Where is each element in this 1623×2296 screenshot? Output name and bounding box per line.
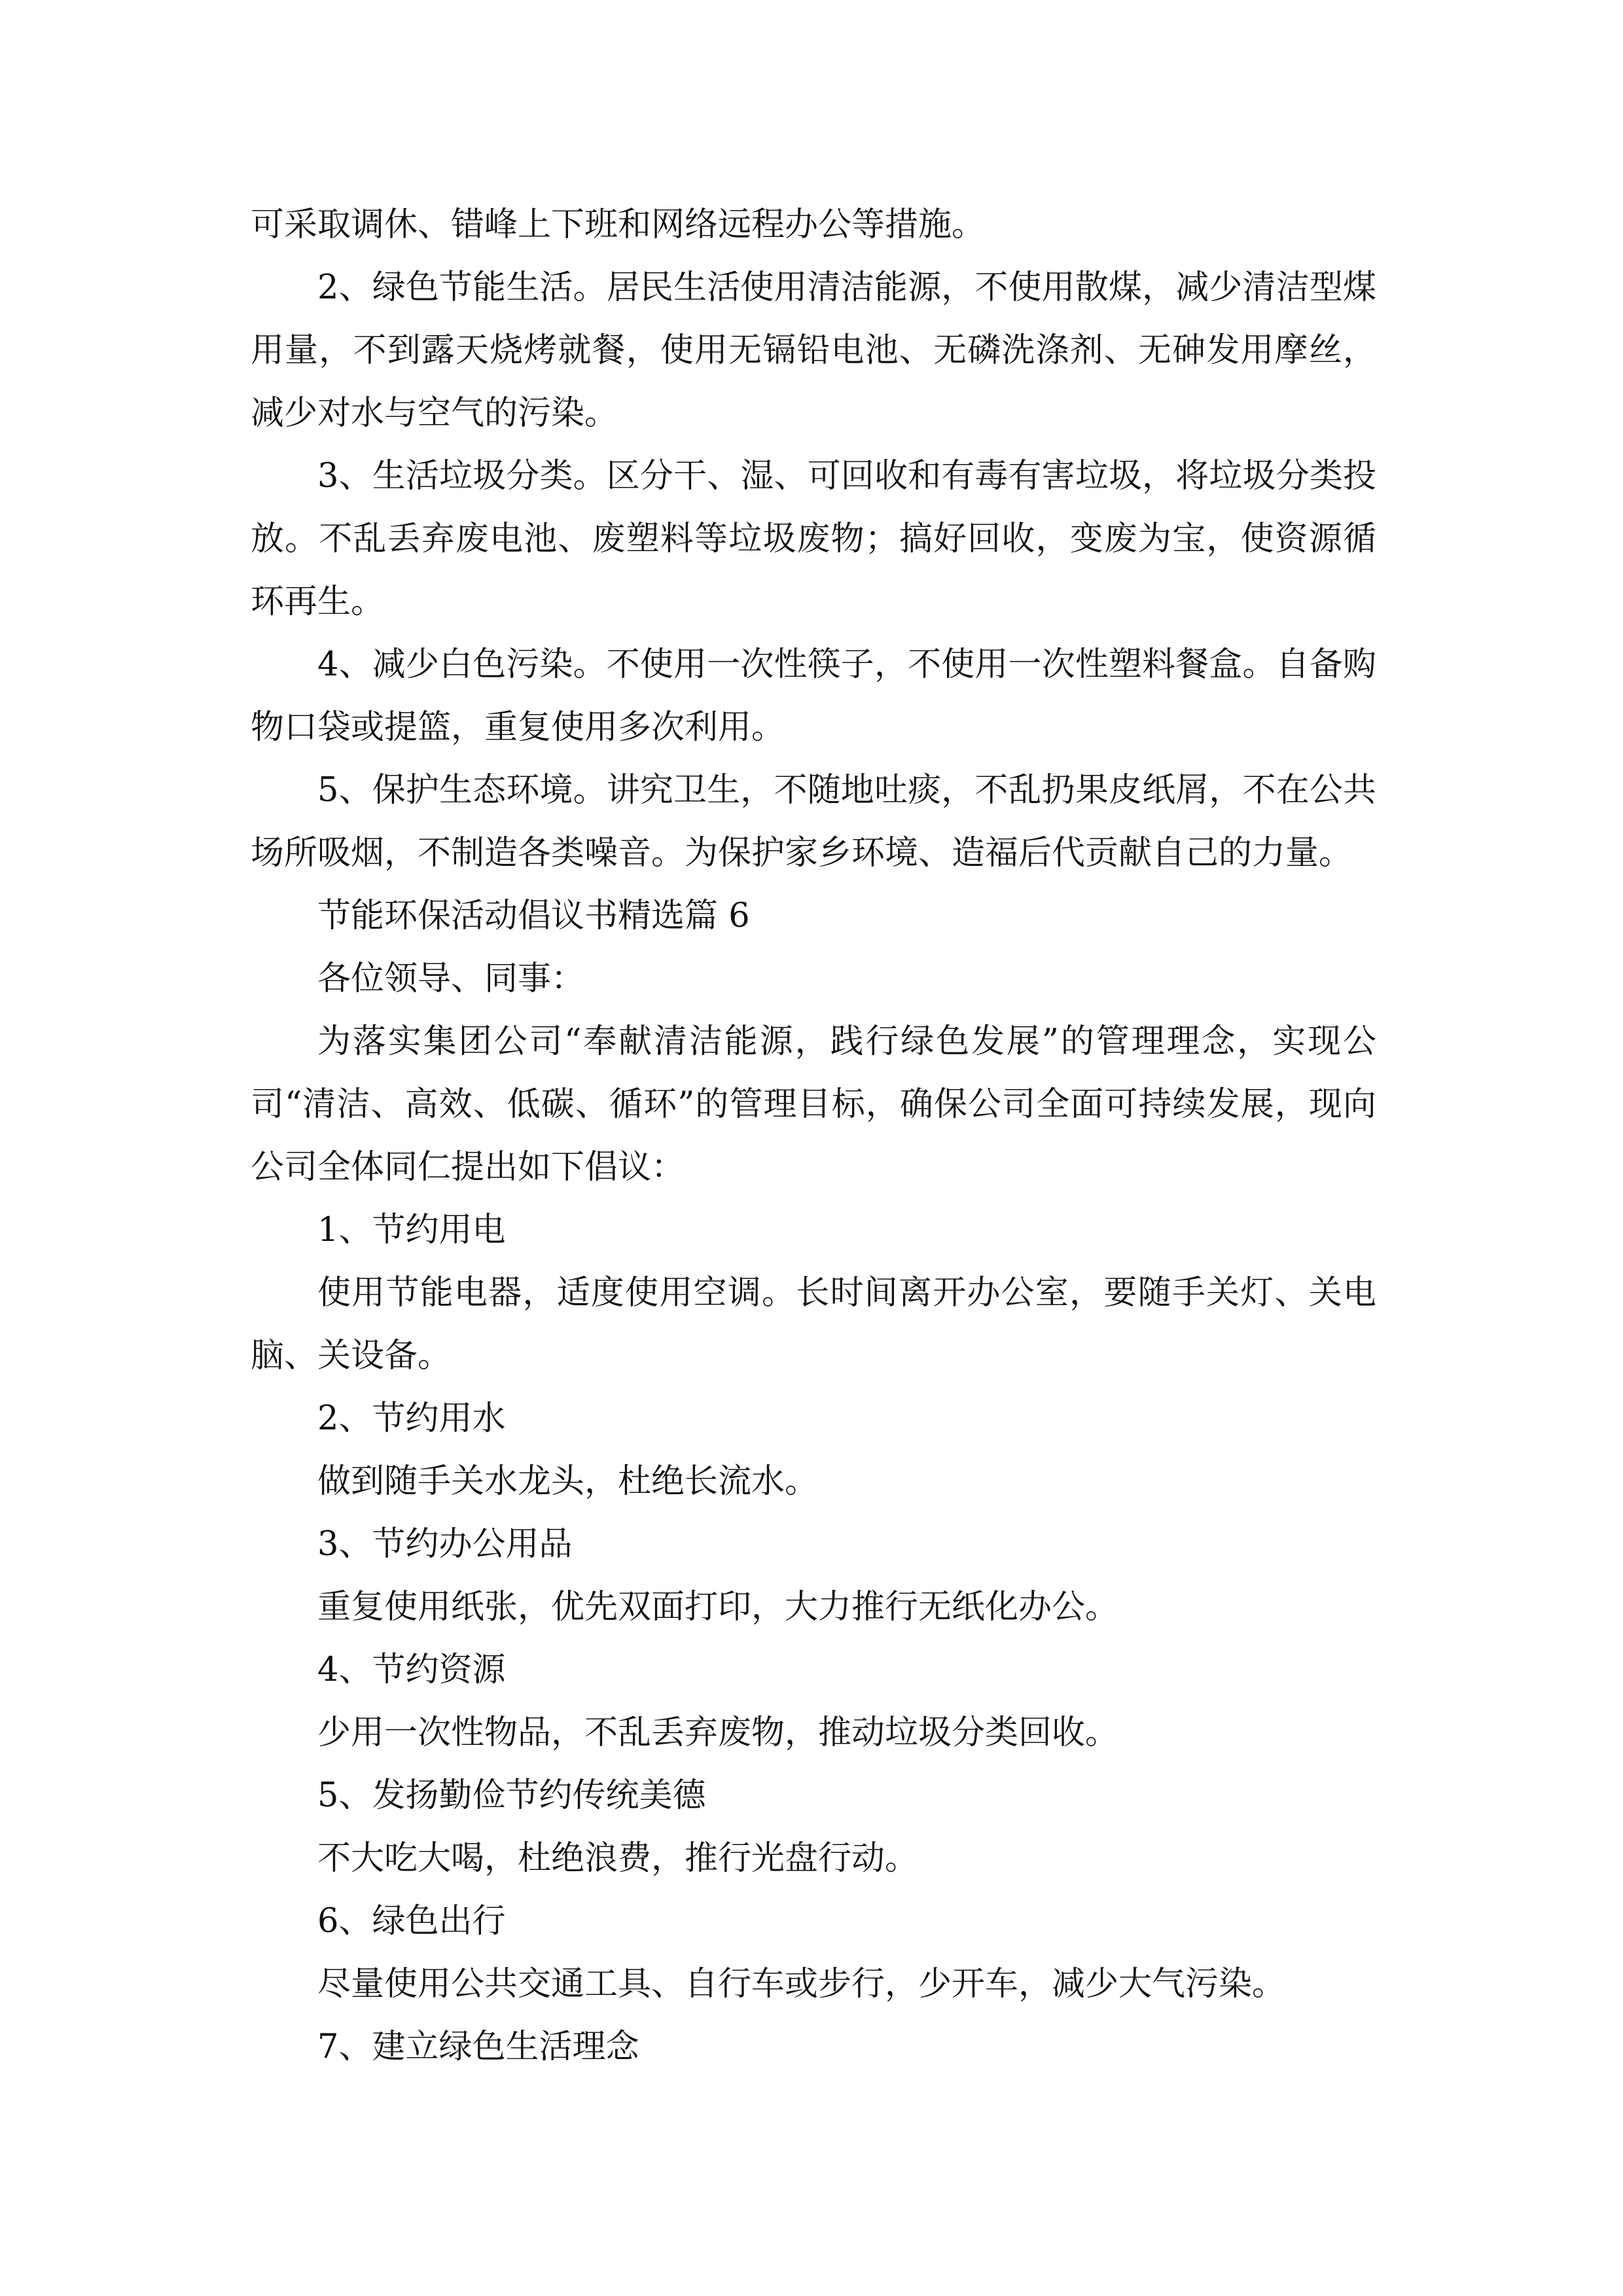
body-save-office-supplies: 重复使用纸张，优先双面打印，大力推行无纸化办公。 [317,1588,1119,1626]
paragraph-item-3: 3、生活垃圾分类。区分干、湿、可回收和有毒有害垃圾，将垃圾分类投放。不乱丢弃废电池、废塑料等垃圾废物；搞好回收，变废为宝，使资源循环再生。 [251,457,1376,621]
paragraph-item-2: 2、绿色节能生活。居民生活使用清洁能源，不使用散煤，减少清洁型煤用量，不到露天烧烤就餐，使用无镉铅电池、无磷洗涤剂、无砷发用摩丝，减少对水与空气的污染。 [251,268,1376,433]
salutation: 各位领导、同事： [317,960,585,998]
intro-paragraph: 为落实集团公司“奉献清洁能源，践行绿色发展”的管理理念，实现公司“清洁、高效、低碳、循环”的管理目标，确保公司全面可持续发展，现向公司全体同仁提出如下倡议： [251,1022,1376,1187]
paragraph-item-4: 4、减少白色污染。不使用一次性筷子，不使用一次性塑料餐盒。自备购物口袋或提篮，重复使用多次利用。 [251,645,1376,747]
body-frugality: 不大吃大喝，杜绝浪费，推行光盘行动。 [317,1839,919,1878]
body-save-electricity: 使用节能电器，适度使用空调。长时间离开办公室，要随手关灯、关电脑、关设备。 [251,1274,1376,1375]
document-body [251,194,1376,2079]
section-title: 节能环保活动倡议书精选篇 6 [317,897,750,935]
heading-save-resources: 4、节约资源 [317,1651,506,1689]
heading-save-water: 2、节约用水 [317,1399,506,1438]
heading-green-lifestyle: 7、建立绿色生活理念 [317,2028,639,2066]
heading-save-office-supplies: 3、节约办公用品 [317,1525,573,1564]
body-save-resources: 少用一次性物品，不乱丢弃废物，推动垃圾分类回收。 [317,1713,1119,1752]
heading-green-travel: 6、绿色出行 [317,1902,506,1941]
paragraph-item-5: 5、保护生态环境。讲究卫生，不随地吐痰，不乱扔果皮纸屑，不在公共场所吸烟，不制造各类噪音。为保护家乡环境、造福后代贡献自己的力量。 [251,771,1376,872]
heading-frugality: 5、发扬勤俭节约传统美德 [317,1776,706,1815]
heading-save-electricity: 1、节约用电 [317,1211,506,1249]
paragraph-continuation: 可采取调休、错峰上下班和网络远程办公等措施。 [251,206,986,244]
body-green-travel: 尽量使用公共交通工具、自行车或步行，少开车，减少大气污染。 [317,1965,1286,2003]
body-save-water: 做到随手关水龙头，杜绝长流水。 [317,1462,819,1501]
